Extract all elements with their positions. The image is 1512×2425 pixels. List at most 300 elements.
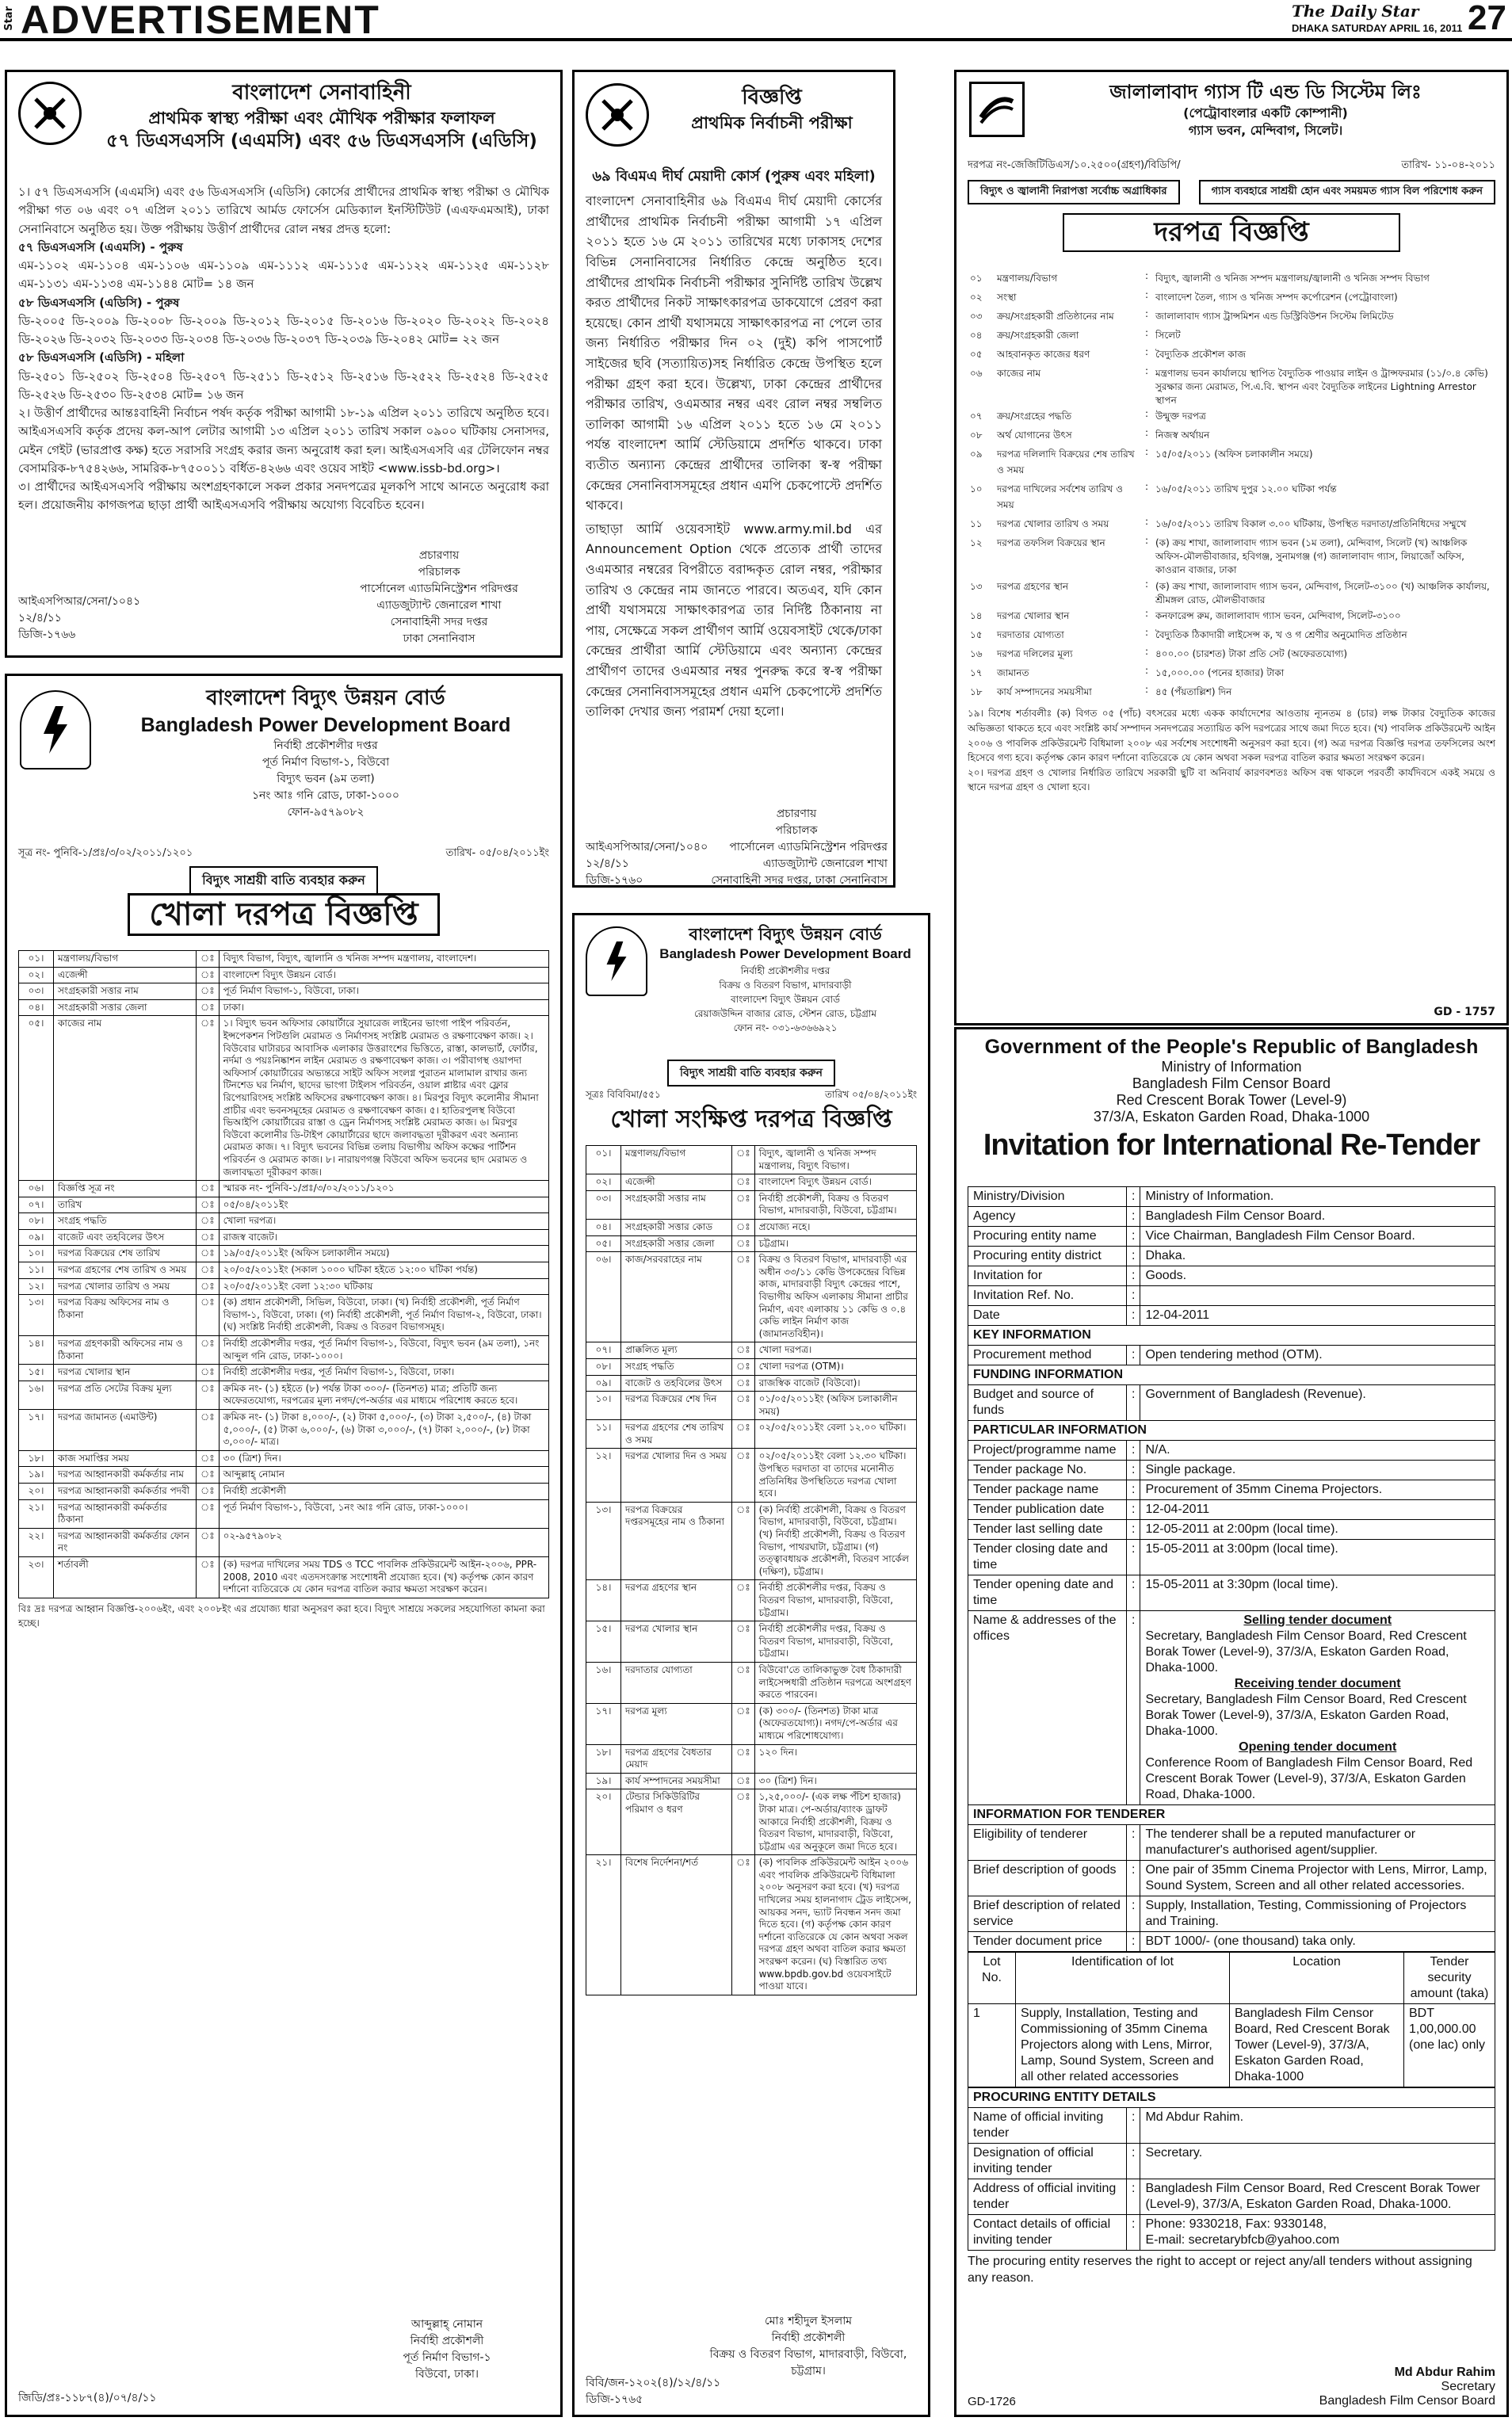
table-row [586, 1146, 917, 1174]
section-header [968, 1365, 1495, 1385]
table-row [586, 1420, 917, 1449]
row-colon: : [1127, 1520, 1140, 1540]
ad4-org-en: Bangladesh Power Development Board [659, 946, 911, 962]
row-number: ১৯। [19, 1467, 54, 1484]
row-colon: ঃ [732, 1190, 755, 1219]
row-value: জালালাবাদ গ্যাস ট্রান্সমিশন এন্ড ডিস্ট্রিবিউশন সিস্টেম লিমিটেড [1155, 311, 1394, 322]
table-row [968, 608, 1495, 627]
row-value: বাংলাদেশ বিদ্যুৎ উন্নয়ন বোর্ড। [219, 967, 548, 983]
table-row [968, 481, 1495, 516]
ad5-sub2: গ্যাস ভবন, মেন্দিবাগ, সিলেট। [1188, 122, 1343, 138]
lot-header-row [968, 1953, 1495, 2004]
row-colon: : [1145, 427, 1149, 439]
row-colon: : [1145, 481, 1149, 493]
row-label: সংগ্রহ পদ্ধতি [54, 1213, 197, 1230]
table-row [968, 327, 1495, 346]
ad1-ref2: ১২/৪/১১ [18, 612, 62, 624]
table-row [968, 308, 1495, 327]
ad5-date: তারিখ- ১১-০৪-২০১১ [1401, 159, 1495, 171]
ad5-memo: দরপত্র নং-জেজিটিডিএস/১০.২৫০০(গ্রহণ)/বিডিপি/ [968, 159, 1181, 171]
row-colon: : [1145, 308, 1149, 319]
table-row [586, 1703, 917, 1744]
table-row [968, 1385, 1495, 1421]
row-colon: : [1145, 535, 1149, 547]
table-row [968, 270, 1495, 289]
row-colon: ঃ [732, 1502, 755, 1580]
row-colon: ঃ [732, 1420, 755, 1449]
ad3-date: তারিখ- ০৫/০৪/২০১১ইং [445, 847, 549, 859]
table-row [19, 1181, 549, 1197]
table-row [586, 1662, 917, 1703]
row-number: ০৯। [586, 1375, 621, 1392]
row-number: ০৭। [19, 1197, 54, 1213]
row-label: তারিখ [54, 1197, 197, 1213]
ad3-slogan: বিদ্যুৎ সাশ্রয়ী বাতি ব্যবহার করুন [189, 866, 378, 896]
ad3-addr3: বিদ্যুৎ ভবন (৯ম তলা) [277, 773, 375, 786]
row-number: ০৭। [586, 1342, 621, 1359]
ad1-ref3: ডিজি-১৭৬৬ [18, 628, 76, 641]
lot-row [968, 2004, 1495, 2087]
row-colon: : [1127, 1461, 1140, 1480]
row-number: ১৪ [970, 610, 983, 622]
row-colon: : [1127, 1861, 1140, 1896]
row-colon: : [1127, 1227, 1140, 1247]
ad-army-result [5, 70, 563, 658]
bpdb-logo-icon [20, 690, 91, 770]
ad3-addr2: পূর্ত নির্মাণ বিভাগ-১, বিউবো [262, 756, 390, 770]
ad5-notes: ১৯। বিশেষ শর্তাবলীঃ (ক) বিগত ০৫ (পাঁচ) বৎসরের মধ্যে একক কার্যাদেশের আওতায় ন্যূনতম ৪ (চার) লক্ষ টাকার বৈদ্যুতিক কাজের অভিজ্ঞতা থাকতে হবে এবং সংশ্লিষ্ট কার্য সম্পাদন সনদপত্রের সত্যায়িত কপি দরপত্রের সাথে জমা দিতে হবে। (খ) পাবলিক প্রকিউরমেন্ট আইন ২০০৬ ও পাবলিক প্রকিউরমেন্ট বিধিমালা ২০০৮ এর সর্বশেষ সংশোধনী অনুসরণ করা হবে। (গ) অত্র দরপত্র বিজ্ঞপ্তি দরপত্র তফসিলের অংশ হিসেবে গণ্য হবে। কর্তৃপক্ষ কোন কারণ দর্শানো ব্যতিরেকে যে কোন অথবা সকল দরপত্র বাতিল করার ক্ষমতা সংরক্ষণ করেন। ২০। দরপত্র গ্রহণ ও খোলার নির্ধারিত তারিখে সরকারী ছুটি বা অনিবার্য কারণবশতঃ অফিস বন্ধ থাকলে পরবর্তী কার্যদিবসে একই সময়ে ও স্থানে দরপত্র গ্রহণ ও খোলা হবে। [968, 708, 1495, 793]
row-colon: : [1127, 1306, 1140, 1326]
ad4-addr4: রেয়াজউদ্দিন বাজার রোড, স্টেশন রোড, চট্টগ্রাম [693, 1008, 876, 1020]
ad3-sign-role: নির্বাহী প্রকৌশলী [410, 2335, 484, 2347]
ad3-table [18, 950, 549, 1598]
ad-army-notice [572, 70, 895, 888]
row-number: ০৩। [586, 1190, 621, 1219]
row-value: বিউবো'তে তালিকাভুক্ত বৈধ ঠিকাদারী লাইসেন্সধারী প্রতিষ্ঠান দরপত্রে অংশগ্রহণ করতে পারবেন। [754, 1662, 916, 1703]
row-value: আব্দুল্লাহ্ নোমান [219, 1467, 548, 1484]
table-row [586, 1219, 917, 1235]
row-colon: ঃ [197, 999, 220, 1016]
row-value: ঢাকা। [219, 999, 548, 1016]
row-value: রাজস্বিক বাজেট (বিউবো)। [754, 1375, 916, 1392]
row-colon: : [1127, 1480, 1140, 1500]
row-value: ক্রমিক নং- (১) হইতে (৮) পর্যন্ত টাকা ৩০০/- (তিনশত) মাত্র; প্রতিটি জন্য অফেরতযোগ্য, দরপত্রের মূল্য নগদ/পে-অর্ডার এর মাধ্যমে পরিশোধ করতে হবে। [219, 1381, 548, 1409]
table-row [19, 1483, 549, 1499]
row-label: কাজের নাম [997, 368, 1041, 379]
table-row [586, 1744, 917, 1773]
row-label: Tender package No. [968, 1461, 1127, 1480]
row-colon: ঃ [197, 1467, 220, 1484]
row-value: ০২/০৫/২০১১ইং বেলা ১২.০০ ঘটিকা। [754, 1420, 916, 1449]
ad5-ref: GD - 1757 [1434, 1006, 1495, 1018]
newspaper-name: The Daily Star [1292, 2, 1419, 21]
table-row [968, 1611, 1495, 1805]
row-value: নির্বাহী প্রকৌশলী [219, 1483, 548, 1499]
row-label: Tender package name [968, 1480, 1127, 1500]
table-row [968, 365, 1495, 408]
ad6-sign-role: Secretary [1441, 2380, 1495, 2393]
row-colon: : [1127, 1286, 1140, 1306]
row-colon: ঃ [732, 1855, 755, 1995]
row-colon: ঃ [197, 1229, 220, 1246]
table-row [968, 1227, 1495, 1247]
row-value: বাংলাদেশ বিদ্যুৎ উন্নয়ন বোর্ড। [754, 1174, 916, 1191]
ad1-list2-title: ৫৮ ডিএসএসসি (এডিসি) - পুরুষ [18, 295, 180, 310]
row-value: কনফারেন্স রুম, জালালাবাদ গ্যাস ভবন, মেন্দিবাগ, সিলেট-৩১০০ [1155, 610, 1401, 622]
jalalabad-logo-icon [969, 82, 1025, 137]
row-value: বিদ্যুৎ, জ্বালানী ও খনিজ সম্পদ মন্ত্রণালয়, বিদ্যুৎ বিভাগ। [754, 1146, 916, 1174]
ad4-ref1: বিবি/জন-১২০২(৪)/১২/৪/১১ [586, 2377, 721, 2389]
row-number: ১৬ [970, 648, 983, 660]
row-value: উন্মুক্ত দরপত্র [1155, 411, 1206, 422]
row-label: দরদাতার যোগ্যতা [997, 629, 1064, 641]
row-value: (ক) ক্রয় শাখা, জালালাবাদ গ্যাস ভবন, মেন্দিবাগ, সিলেট-৩১০০ (খ) আঞ্চলিক কার্যালয়, শ্রীমঙ্গল রোড, মৌলভীবাজার [1155, 580, 1490, 605]
row-colon: ঃ [732, 1580, 755, 1621]
row-label: দরপত্র গ্রহণের স্থান [997, 580, 1069, 592]
row-colon: ঃ [197, 1262, 220, 1279]
row-label: দরপত্র গ্রহণের শেষ তারিখ ও সময় [621, 1420, 732, 1449]
row-label: Tender last selling date [968, 1520, 1127, 1540]
table-row [19, 1229, 549, 1246]
row-label: দরপত্র দলিলের মূল্য [997, 648, 1073, 660]
row-value: Dhaka. [1140, 1247, 1495, 1266]
row-number: ০৪ [970, 330, 983, 341]
row-number: ১১ [970, 518, 983, 530]
table-row [968, 2108, 1495, 2144]
row-label: দরদাতার যোগ্যতা [621, 1662, 732, 1703]
row-label: Eligibility of tenderer [968, 1825, 1127, 1861]
ad1-sign-name: পরিচালক [418, 566, 460, 579]
row-value: ৩০ (ত্রিশ) দিন। [219, 1450, 548, 1467]
row-label: এজেন্সী [621, 1174, 732, 1191]
row-value: পূর্ত নির্মাণ বিভাগ-১, বিউবো, ১নং আঃ গনি রোড, ঢাকা-১০০০। [219, 1499, 548, 1528]
table-row [19, 999, 549, 1016]
row-value: ৪৫ (পঁয়তাল্লিশ) দিন [1155, 686, 1232, 698]
table-row [19, 951, 549, 968]
row-number: ০২ [970, 292, 983, 303]
row-label: Procuring entity district [968, 1247, 1127, 1266]
ad5-slogan1: বিদ্যুৎ ও জ্বালানী নিরাপত্তা সর্বোচ্চ অগ্রাধিকার [968, 180, 1180, 204]
row-label: দরপত্র খোলার তারিখ ও সময় [997, 518, 1109, 530]
ad1-sign-city: ঢাকা সেনানিবাস [403, 632, 475, 645]
row-colon: ঃ [197, 951, 220, 968]
ad4-sign-dept: বিক্রয় ও বিতরণ বিভাগ, মাদারবাড়ী, বিউবো, চট্টগ্রাম। [709, 2348, 907, 2377]
row-colon: : [1145, 289, 1149, 300]
row-number: ১১। [19, 1262, 54, 1279]
ad6-footer: The procuring entity reserves the right to accept or reject any/all tenders without assigning any reason. [968, 2255, 1472, 2285]
row-colon: : [1127, 2215, 1140, 2251]
ad1-para3: ৩। প্রার্থীদের আইএসএসবি পরীক্ষায় অংশগ্রহণকালে সকল প্রকার সনদপত্রের মূলকপি সাথে আনতে অনুরোধ করা হল। প্রয়োজনীয় কাগজপত্র ছাড়া প্রার্থী আইএসএসবি পরীক্ষায় অযোগ্য বিবেচিত হবেন। [18, 479, 549, 513]
row-label: দরপত্র বিক্রয়ের শেষ দিন [621, 1392, 732, 1420]
row-label: দরপত্র দাখিলের সর্বশেষ তারিখ ও সময় [997, 483, 1123, 511]
table-row [968, 1896, 1495, 1932]
table-row [19, 1262, 549, 1279]
table-row [586, 1502, 917, 1580]
row-number: ১৪। [19, 1336, 54, 1365]
table-row [968, 289, 1495, 308]
row-label: Contact details of official inviting tender [968, 2215, 1127, 2251]
issue-date: DHAKA SATURDAY APRIL 16, 2011 [1292, 22, 1463, 34]
row-colon: : [1127, 1346, 1140, 1365]
table-row [968, 1306, 1495, 1326]
row-colon: ঃ [732, 1358, 755, 1375]
row-number: ০২। [19, 967, 54, 983]
lot-header-cell: Location [1230, 1953, 1404, 2004]
row-colon: ঃ [197, 1197, 220, 1213]
row-number: ২১। [586, 1855, 621, 1995]
row-value: বৈদ্যুতিক ঠিকাদারী লাইসেন্স ক, খ ও গ শ্রেণীর অনুমোদিত প্রতিষ্ঠান [1155, 629, 1407, 641]
table-row [586, 1855, 917, 1995]
row-value: ১৬/০৫/২০১১ তারিখ দুপুর ১২.০০ ঘটিকা পর্যন্ত [1155, 483, 1337, 495]
table-row [19, 983, 549, 1000]
army-emblem-icon [586, 83, 649, 147]
ad4-title: খোলা সংক্ষিপ্ত দরপত্র বিজ্ঞপ্তি [610, 1106, 892, 1133]
row-value: 12-05-2011 at 2:00pm (local time). [1140, 1520, 1495, 1540]
row-value: বৈদ্যুতিক প্রকৌশল কাজ [1155, 349, 1247, 360]
row-value: ২০/০৫/২০১১ইং (সকাল ১০০০ ঘটিকা হইতে ১২:০০ ঘটিকা পর্যন্ত) [219, 1262, 548, 1279]
row-value: খোলা দরপত্র। [219, 1213, 548, 1230]
row-label: দরপত্র খোলার দিন ও সময় [621, 1449, 732, 1502]
table-row [968, 535, 1495, 578]
row-colon: ঃ [732, 1703, 755, 1744]
row-value: One pair of 35mm Cinema Projector with Lens, Mirror, Lamp, Sound System, Screen and all other related accessories. [1140, 1861, 1495, 1896]
row-value: Government of Bangladesh (Revenue). [1140, 1385, 1495, 1421]
row-label: দরপত্র গ্রহণকারী অফিসের নাম ও ঠিকানা [54, 1336, 197, 1365]
table-row [586, 1392, 917, 1420]
table-row [586, 1789, 917, 1855]
row-label: দরপত্র তফসিল বিক্রয়ের স্থান [997, 537, 1105, 549]
row-value: Bangladesh Film Censor Board. [1140, 1207, 1495, 1227]
row-value: চট্টগ্রাম। [754, 1235, 916, 1252]
row-colon: : [1145, 608, 1149, 620]
table-row [586, 1375, 917, 1392]
row-number: ১৩। [19, 1295, 54, 1336]
lot-cell-id: Supply, Installation, Testing and Commissioning of 35mm Cinema Projectors along with Lens, Mirror, Lamp, Sound System, Screen and all other related accessories [1016, 2004, 1230, 2087]
ad6-ref: GD-1726 [968, 2395, 1016, 2408]
row-label: কার্য সম্পাদনের সময়সীমা [621, 1773, 732, 1789]
row-label: ক্রয়/সংগ্রহের পদ্ধতি [997, 411, 1072, 422]
row-label: সংগ্রহকারী সত্তার নাম [54, 983, 197, 1000]
row-label: এজেন্সী [54, 967, 197, 983]
table-row [19, 1295, 549, 1336]
row-label: বাজেট এবং তহবিলের উৎস [54, 1229, 197, 1246]
row-label: Budget and source of funds [968, 1385, 1127, 1421]
row-number: ১৫। [19, 1365, 54, 1381]
table-row [586, 1449, 917, 1502]
ad2-dept3: সেনাবাহিনী সদর দপ্তর, ঢাকা সেনানিবাস [711, 874, 888, 887]
ad1-list3: ডি-২৫০১ ডি-২৫০২ ডি-২৫০৪ ডি-২৫০৭ ডি-২৫১১ ডি-২৫১২ ডি-২৫১৬ ডি-২৫২২ ডি-২৫২৪ ডি-২৫২৫ ডি-২৫২৬ ডি-২৫৩০ ডি-২৫৩৪ মোট= ১৬ জন [18, 369, 549, 402]
row-colon: ঃ [732, 1219, 755, 1235]
ad2-ref3: ডিজি-১৭৬০ [586, 874, 643, 887]
table-row [968, 1500, 1495, 1520]
row-value: রাজস্ব বাজেট। [219, 1229, 548, 1246]
ad4-ref2: ডিজি-১৭৬৫ [586, 2393, 643, 2406]
table-row [968, 346, 1495, 365]
row-number: ০৯ [970, 449, 983, 460]
table-row [968, 684, 1495, 703]
table-row [19, 1499, 549, 1528]
row-colon: ঃ [197, 1278, 220, 1295]
table-row [19, 1381, 549, 1409]
row-value: 15-05-2011 at 3:30pm (local time). [1140, 1575, 1495, 1611]
lot-cell-loc: Bangladesh Film Censor Board, Red Crescent Borak Tower (Level-9), 37/3/A, Eskaton Garden Road, Dhaka-1000 [1230, 2004, 1404, 2087]
row-label: দরপত্র খোলার স্থান [997, 610, 1070, 622]
ad3-addr4: ১নং আঃ গনি রোড, ঢাকা-১০০০ [251, 789, 400, 803]
ad1-para1: ১। ৫৭ ডিএসএসসি (এএমসি) এবং ৫৬ ডিএসএসসি (এডিসি) কোর্সের প্রার্থীদের প্রাথমিক স্বাস্থ্য পরীক্ষা ও মৌখিক পরীক্ষা গত ০৬ এবং ০৭ এপ্রিল ২০১১ তারিখে আর্মড ফোর্সেস মেডিক্যাল ইনস্টিটিউট (এএফএমআই), ঢাকা সেনানিবাসে অনুষ্ঠিত হয়। উক্ত পরীক্ষায় উত্তীর্ণ প্রার্থীদের রোল নম্বর প্রদত্ত হলো: [18, 185, 549, 236]
row-number: ২০। [19, 1483, 54, 1499]
row-value: ০২-৯৫৭৯০৮২ [219, 1528, 548, 1556]
row-colon: : [1145, 346, 1149, 357]
ad2-body: বাংলাদেশ সেনাবাহিনীর ৬৯ বিএমএ দীর্ঘ মেয়াদী কোর্সের প্রার্থীদের প্রাথমিক নির্বাচনী পরীক্ষা আগামী ১৭ এপ্রিল ২০১১ হতে ১৬ মে ২০১১ তারিখের মধ্যে ঢাকাসহ দেশের বিভিন্ন সেনানিবাসের নির্ধারিত কেন্দ্রে অনুষ্ঠিত হবে। প্রার্থীদের প্রাথমিক নির্বাচনী পরীক্ষার সুনির্দিষ্ট তারিখ উল্লেখ করত প্রার্থীদের নিকট সাক্ষাৎকারপত্র ডাকযোগে প্রেরণ করা হয়েছে। কোন প্রার্থী যথাসময়ে সাক্ষাৎকারপত্র না পেলে তার জন্য নির্ধারিত পরীক্ষার দিন ০২ (দুই) কপি পাসপোর্ট সাইজের ছবি (সত্যায়িত)সহ নির্ধারিত কেন্দ্রে উপস্থিত হলে পরীক্ষা গ্রহণ করা হবে। উল্লেখ্য, ঢাকা কেন্দ্রের প্রার্থীদের পরীক্ষার তারিখ, ওএমআর নম্বর এবং রোল নম্বর সম্বলিত তালিকা আগামী ১৬ এপ্রিল ২০১১ হতে ১৬ মে ২০১১ পর্যন্ত বাংলাদেশ আর্মি স্টেডিয়ামে প্রদর্শিত থাকবে। ঢাকা ব্যতীত অন্যান্য কেন্দ্রের প্রার্থীদের তালিকা স্ব-স্ব পরীক্ষা কেন্দ্রের সেনানিবাসসমূহের প্রধান এমপি চেকপোস্টে প্রদর্শিত থাকবে। [586, 193, 882, 514]
table-row [19, 1467, 549, 1484]
section-title: ADVERTISEMENT [21, 0, 380, 42]
lot-header-cell: Lot No. [968, 1953, 1016, 2004]
row-label: দরপত্র দলিলাদি বিক্রয়ের শেষ তারিখ ও সময় [997, 449, 1135, 476]
table-row [19, 967, 549, 983]
row-label: সংগ্রহকারী সত্তার কোড [621, 1219, 732, 1235]
section-title: FUNDING INFORMATION [968, 1365, 1495, 1385]
row-colon: : [1127, 1611, 1140, 1805]
row-colon: : [1127, 1266, 1140, 1286]
row-colon: : [1145, 270, 1149, 281]
row-colon: ঃ [197, 1295, 220, 1336]
table-row [586, 1773, 917, 1789]
row-value [1140, 1286, 1495, 1306]
row-number: ২২। [19, 1528, 54, 1556]
row-label: দরপত্র গ্রহণের শেষ তারিখ ও সময় [54, 1262, 197, 1279]
table-row [968, 1861, 1495, 1896]
row-colon: ঃ [197, 1556, 220, 1598]
ad5-org: জালালাবাদ গ্যাস টি এন্ড ডি সিস্টেম লিঃ [1109, 81, 1422, 103]
ad4-sign-name: মোঃ শহীদুল ইসলাম [764, 2315, 853, 2328]
row-colon: ঃ [732, 1621, 755, 1663]
row-colon: : [1127, 1385, 1140, 1421]
section-title: PROCURING ENTITY DETAILS [968, 2088, 1495, 2108]
row-value: বিক্রয় ও বিতরণ বিভাগ, মাদারবাড়ী এর অধীন ৩৩/১১ কেভি উপকেন্দ্রের বিভিন্ন কাজ, মাদারবাড়ী বিদ্যুৎ কেন্দ্রের পাশে, বিভাগীয় অফিস এলাকায় সীমানা প্রাচীর নির্মাণ, এবং এলাকায় ১১ কেভি ও ০.৪ কেভি লাইন নির্মাণ কাজ (জামানতবিহীন)। [754, 1252, 916, 1342]
ad6-agency: Bangladesh Film Censor Board [1132, 1075, 1331, 1091]
row-number: ১৮। [586, 1744, 621, 1773]
row-number: ০৬ [970, 368, 983, 379]
ad4-addr3: বাংলাদেশ বিদ্যুৎ উন্নয়ন বোর্ড [730, 994, 840, 1006]
table-row [968, 1346, 1495, 1365]
row-label: Tender publication date [968, 1500, 1127, 1520]
row-label: দরপত্র প্রতি সেটের বিক্রয় মূল্য [54, 1381, 197, 1409]
row-colon: : [1127, 1932, 1140, 1952]
ad2-sign-role: প্রচারণায় [776, 808, 817, 820]
row-number: ০১ [970, 273, 983, 284]
row-label: দরপত্র আহ্বানকারী কর্মকর্তার পদবী [54, 1483, 197, 1499]
row-label: বিশেষ নির্দেশনা/শর্ত [621, 1855, 732, 1995]
table-row [968, 1520, 1495, 1540]
row-colon: ঃ [732, 1449, 755, 1502]
table-row [968, 1247, 1495, 1266]
table-row [586, 1252, 917, 1342]
row-colon: ঃ [197, 983, 220, 1000]
table-row [19, 1016, 549, 1181]
row-label: Tender opening date and time [968, 1575, 1127, 1611]
ad6-min: Ministry of Information [1161, 1059, 1302, 1075]
row-colon: ঃ [197, 1450, 220, 1467]
row-number: ১৮ [970, 686, 983, 698]
table-row [968, 1207, 1495, 1227]
row-colon: : [1127, 1207, 1140, 1227]
row-label: দরপত্র বিক্রয়ের দপ্তরসমূহের নাম ও ঠিকানা [621, 1502, 732, 1580]
row-number: ০৬। [586, 1252, 621, 1342]
row-value: Phone: 9330218, Fax: 9330148, E-mail: secretarybfcb@yahoo.com [1140, 2215, 1495, 2251]
table-row [968, 2215, 1495, 2251]
row-value: (ক) ক্রয় শাখা, জালালাবাদ গ্যাস ভবন (১ম তলা), মেন্দিবাগ, সিলেট (খ) আঞ্চলিক অফিস-মৌলভীবাজার, হবিগঞ্জ, সুনামগঞ্জ (গ) জালালাবাদ গ্যাস, লিয়াজোঁ অফিস, কাওরান বাজার, ঢাকা [1155, 537, 1468, 575]
row-number: ১৫। [586, 1621, 621, 1663]
row-label: Name of official inviting tender [968, 2108, 1127, 2144]
row-colon: : [1145, 327, 1149, 338]
row-label: Tender closing date and time [968, 1540, 1127, 1575]
lot-cell-no: 1 [968, 2004, 1016, 2087]
row-label: কাজের নাম [54, 1016, 197, 1181]
row-value: ০২/০৫/২০১১ইং বেলা ১২.৩০ ঘটিকা। উপস্থিত দরদাতা বা তাদের মনোনীত প্রতিনিধির উপস্থিতিতে দরপত্র খোলা হবে। [754, 1449, 916, 1502]
lot-cell-sec: BDT 1,00,000.00 (one lac) only [1404, 2004, 1495, 2087]
office-heading: Opening tender document [1239, 1740, 1397, 1754]
row-label: Procurement method [968, 1346, 1127, 1365]
ad4-table [586, 1145, 917, 1995]
row-colon: ঃ [197, 1213, 220, 1230]
row-value: বিদ্যুৎ, জ্বালানী ও খনিজ সম্পদ মন্ত্রণালয়/জ্বালানী ও খনিজ সম্পদ বিভাগ [1155, 273, 1430, 284]
table-row [968, 627, 1495, 646]
row-label: অর্থ যোগানের উৎস [997, 430, 1072, 441]
row-label: মন্ত্রণালয়/বিভাগ [621, 1146, 732, 1174]
row-value: ক্রমিক নং- (১) টাকা ৪,০০০/-, (২) টাকা ৫,০০০/-, (৩) টাকা ২,৫০০/-, (৪) টাকা ৫,০০০/-, (৫) টাকা ৬,০০০/-, (৬) টাকা ৩,০০০/-, (৭) টাকা ২,০০০/-, (৮) টাকা ৩,০০০/- মাত্র। [219, 1410, 548, 1451]
row-colon: ঃ [197, 967, 220, 983]
row-number: ১২। [586, 1449, 621, 1502]
table-row [586, 1190, 917, 1219]
section-header [968, 1805, 1495, 1825]
ad5-slogan2: গ্যাস ব্যবহারে সাশ্রয়ী হোন এবং সময়মত গ্যাস বিল পরিশোধ করুন [1199, 180, 1495, 204]
row-label: Agency [968, 1207, 1127, 1227]
table-row [19, 1278, 549, 1295]
table-row [968, 408, 1495, 427]
row-number: ১৪। [586, 1580, 621, 1621]
row-value: The tenderer shall be a reputed manufacturer or manufacturer's authorised agent/supplier. [1140, 1825, 1495, 1861]
row-colon: : [1127, 1896, 1140, 1932]
row-value: N/A. [1140, 1441, 1495, 1461]
row-label: দরপত্র জামানত (এমাউন্ট) [54, 1410, 197, 1451]
row-number: ১৩ [970, 580, 983, 592]
row-number: ০৯। [19, 1229, 54, 1246]
row-number: ০১। [19, 951, 54, 968]
row-label: শর্তাবলী [54, 1556, 197, 1598]
row-colon: : [1145, 365, 1149, 376]
row-label: দরপত্র গ্রহণের স্থান [621, 1580, 732, 1621]
row-number: ০৪। [19, 999, 54, 1016]
table-row [968, 1932, 1495, 1952]
row-number: ১০ [970, 483, 983, 495]
ad6-sign-org: Bangladesh Film Censor Board [1319, 2394, 1495, 2408]
row-value: ৪০০.০০ (চারশত) টাকা প্রতি সেট (অফেরতযোগ্য) [1155, 648, 1348, 660]
row-value: 15-05-2011 at 3:00pm (local time). [1140, 1540, 1495, 1575]
ad3-addr5: ফোন-৯৫৭৯০৮২ [287, 806, 365, 819]
row-number: ১৭। [586, 1703, 621, 1744]
ad3-sign-dept: পূর্ত নির্মাণ বিভাগ-১ [403, 2351, 491, 2364]
masthead-side-label: Star [3, 6, 15, 31]
table-row [968, 1540, 1495, 1575]
row-colon: : [1127, 2108, 1140, 2144]
ad1-list-title: ৫৭ ডিএসএসসি (এএমসি) - পুরুষ [18, 239, 183, 254]
row-colon: ঃ [732, 1662, 755, 1703]
ad1-sign-sub: এ্যাডজুট্যান্ট জেনারেল শাখা [376, 599, 502, 612]
row-number: ১৭ [970, 667, 983, 679]
row-value: 12-04-2011 [1140, 1306, 1495, 1326]
ad-bpdb-chittagong [572, 913, 930, 2417]
row-label: সংগ্রহকারী সত্তার জেলা [54, 999, 197, 1016]
